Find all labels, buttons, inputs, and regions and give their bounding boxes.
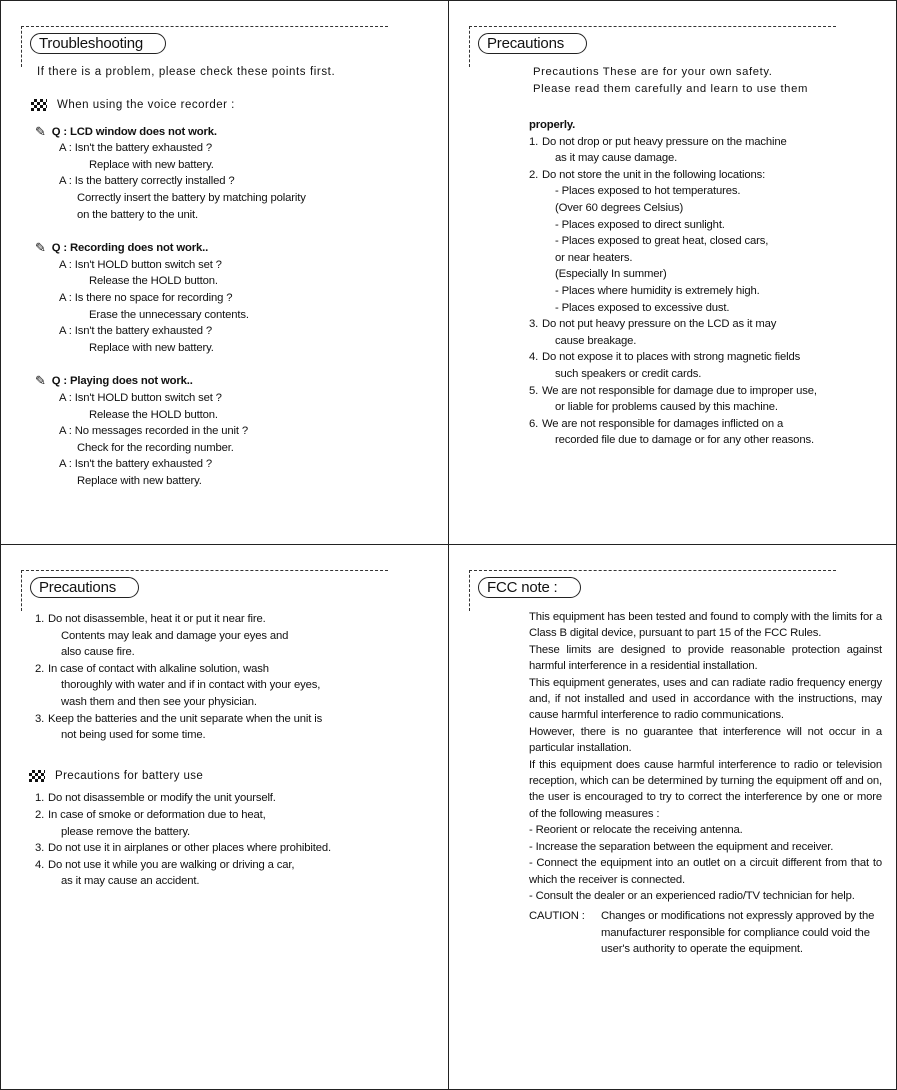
item-line: Do not disassemble, heat it or put it near fire. bbox=[48, 613, 266, 625]
item-body bbox=[542, 349, 800, 382]
fcc-note-page bbox=[448, 544, 897, 1090]
item-line: - Places exposed to great heat, closed cars, bbox=[555, 235, 769, 248]
item-line: Do not use it while you are walking or driving a car, bbox=[48, 858, 295, 871]
battery-precautions bbox=[35, 611, 438, 890]
list-item bbox=[35, 840, 438, 857]
item-line: We are not responsible for damages inflicted on a bbox=[542, 417, 784, 430]
header-frame bbox=[469, 26, 836, 67]
item-line: Do not put heavy pressure on the LCD as it may bbox=[542, 318, 777, 331]
spacer bbox=[31, 223, 438, 240]
list-item bbox=[529, 416, 892, 449]
item-line: Do not disassemble or modify the unit yourself. bbox=[48, 792, 276, 805]
caution-block bbox=[529, 908, 882, 957]
subheading bbox=[31, 97, 438, 114]
item-body bbox=[48, 840, 331, 857]
fcc-content bbox=[529, 609, 882, 958]
intro-text: If there is a problem, please check these points first. bbox=[37, 66, 336, 78]
item-number: 3. bbox=[529, 318, 539, 331]
item-body bbox=[48, 790, 276, 807]
fcc-measures bbox=[529, 822, 882, 904]
fcc-paragraph: This equipment has been tested and found to comply with the limits for a Class B digital device, pursuant to part 15 of the FCC Rules. bbox=[529, 611, 882, 640]
list-item bbox=[529, 383, 892, 416]
item-number: 1. bbox=[35, 792, 45, 805]
answer-line: A : Isn't the battery exhausted ? bbox=[59, 142, 212, 155]
question-text: Q : Playing does not work.. bbox=[51, 375, 193, 388]
item-number: 1. bbox=[529, 135, 539, 148]
list-item bbox=[529, 167, 892, 316]
question bbox=[35, 240, 438, 257]
answer-line: A : Is the battery correctly installed ? bbox=[59, 175, 235, 188]
page-title: FCC note : bbox=[478, 577, 581, 598]
item-body bbox=[48, 857, 294, 890]
caution-label: CAUTION : bbox=[529, 910, 585, 923]
item-line: as it may cause damage. bbox=[555, 152, 678, 165]
item-number: 5. bbox=[529, 384, 539, 397]
page-title: Precautions bbox=[30, 577, 139, 598]
solution-line: Replace with new battery. bbox=[89, 341, 214, 354]
measure-item: - Increase the separation between the equipment and receiver. bbox=[529, 840, 834, 853]
answer-line: A : Isn't the battery exhausted ? bbox=[59, 458, 212, 471]
solution-line: Replace with new battery. bbox=[77, 474, 202, 487]
item-body bbox=[48, 661, 320, 711]
pencil-icon: ✎ bbox=[35, 373, 46, 389]
item-line: In case of smoke or deformation due to heat, bbox=[48, 808, 266, 821]
list-item bbox=[35, 661, 438, 711]
troubleshooting-page bbox=[0, 0, 449, 545]
item-line: please remove the battery. bbox=[61, 825, 191, 838]
answer-line: A : Isn't HOLD button switch set ? bbox=[59, 391, 222, 404]
item-body bbox=[542, 167, 768, 316]
item-number: 4. bbox=[35, 858, 45, 871]
header-frame bbox=[469, 570, 836, 611]
item-number: 2. bbox=[35, 662, 45, 675]
solution-line: Check for the recording number. bbox=[77, 441, 234, 454]
solution-line: on the battery to the unit. bbox=[77, 208, 198, 221]
list-item bbox=[35, 611, 438, 661]
item-line: Keep the batteries and the unit separate when the unit is bbox=[48, 712, 323, 725]
item-line: or near heaters. bbox=[555, 251, 633, 264]
item-line: thoroughly with water and if in contact with your eyes, bbox=[61, 679, 321, 692]
item-body bbox=[542, 416, 814, 449]
item-body bbox=[48, 807, 266, 840]
answer-line: A : Isn't the battery exhausted ? bbox=[59, 325, 212, 338]
item-line: We are not responsible for damage due to improper use, bbox=[542, 384, 817, 397]
question-text: Q : LCD window does not work. bbox=[51, 125, 217, 138]
safety-list bbox=[529, 134, 892, 449]
item-line: - Places exposed to excessive dust. bbox=[555, 301, 730, 314]
question bbox=[35, 124, 438, 141]
item-line: In case of contact with alkaline solution, wash bbox=[48, 662, 269, 675]
fcc-paragraph: However, there is no guarantee that interference will not occur in a particular installation. bbox=[529, 725, 882, 755]
subheading-text: When using the voice recorder : bbox=[57, 99, 235, 111]
list-item bbox=[35, 711, 438, 744]
checkered-flag-icon bbox=[31, 99, 47, 111]
item-body bbox=[542, 383, 817, 416]
pencil-icon: ✎ bbox=[35, 240, 46, 256]
item-body bbox=[542, 316, 776, 349]
item-line: Do not drop or put heavy pressure on the machine bbox=[542, 135, 787, 148]
spacer bbox=[31, 356, 438, 373]
solution-line: Release the HOLD button. bbox=[89, 408, 218, 421]
item-line: (Over 60 degrees Celsius) bbox=[555, 201, 684, 214]
answer-line: A : No messages recorded in the unit ? bbox=[59, 425, 248, 438]
item-line: - Places exposed to hot temperatures. bbox=[555, 185, 741, 198]
item-line: such speakers or credit cards. bbox=[555, 367, 702, 380]
list-item bbox=[35, 790, 438, 807]
item-line: not being used for some time. bbox=[61, 729, 206, 742]
item-line: recorded file due to damage or for any other reasons. bbox=[555, 434, 814, 447]
page-title: Precautions bbox=[478, 33, 587, 54]
solution-line: Erase the unnecessary contents. bbox=[89, 308, 249, 321]
battery-heading-text: Precautions for battery use bbox=[55, 769, 204, 782]
measure-item: - Consult the dealer or an experienced radio/TV technician for help. bbox=[529, 889, 855, 902]
solution-line: Replace with new battery. bbox=[89, 158, 214, 171]
fcc-paragraph: If this equipment does cause harmful interference to radio or television reception, which can be determined by turning the equipment off and on, the user is encouraged to try to correct the interference by one or more of the following measures : bbox=[529, 758, 882, 820]
intro-line: Precautions These are for your own safety. bbox=[533, 66, 773, 78]
list-item bbox=[529, 316, 892, 349]
item-line: cause breakage. bbox=[555, 334, 637, 347]
qa-groups bbox=[31, 124, 438, 490]
safety-list-container bbox=[529, 117, 892, 449]
measure-item: - Reorient or relocate the receiving antenna. bbox=[529, 824, 743, 837]
header-frame bbox=[21, 26, 388, 67]
intro-line: properly. bbox=[529, 119, 576, 131]
list-item bbox=[35, 807, 438, 840]
item-line: wash them and then see your physician. bbox=[61, 695, 257, 708]
answer-line: A : Is there no space for recording ? bbox=[59, 291, 233, 304]
item-body bbox=[48, 711, 322, 744]
pencil-icon: ✎ bbox=[35, 123, 46, 139]
item-body bbox=[542, 134, 787, 167]
question bbox=[35, 373, 438, 390]
measure-item: - Connect the equipment into an outlet on a circuit different from that to which the receiver is connected. bbox=[529, 857, 882, 886]
item-line: Do not store the unit in the following locations: bbox=[542, 168, 766, 181]
precautions-safety-page bbox=[448, 0, 897, 545]
item-line: - Places exposed to direct sunlight. bbox=[555, 218, 725, 231]
list-item bbox=[529, 349, 892, 382]
list-item bbox=[529, 134, 892, 167]
solution-line: Release the HOLD button. bbox=[89, 275, 218, 288]
item-line: also cause fire. bbox=[61, 646, 135, 659]
battery-subheading bbox=[29, 768, 438, 785]
item-body bbox=[48, 611, 288, 661]
item-line: - Places where humidity is extremely high. bbox=[555, 284, 760, 297]
item-number: 4. bbox=[529, 351, 539, 364]
question-text: Q : Recording does not work.. bbox=[51, 242, 209, 255]
item-number: 6. bbox=[529, 417, 539, 430]
caution-text: Changes or modifications not expressly approved by the manufacturer responsible for compliance could void the user's authority to operate the equipment. bbox=[601, 910, 875, 956]
item-number: 2. bbox=[35, 808, 45, 821]
item-number: 2. bbox=[529, 168, 539, 181]
battery-list bbox=[35, 790, 438, 890]
troubleshooting-content bbox=[31, 97, 438, 489]
item-line: Do not expose it to places with strong magnetic fields bbox=[542, 351, 801, 364]
fcc-paragraph: These limits are designed to provide reasonable protection against harmful interference in a residential installation. bbox=[529, 643, 882, 673]
header-frame bbox=[21, 570, 388, 611]
solution-line: Correctly insert the battery by matching polarity bbox=[77, 191, 306, 204]
item-line: or liable for problems caused by this machine. bbox=[555, 401, 778, 414]
precautions-battery-page bbox=[0, 544, 449, 1090]
item-line: (Especially In summer) bbox=[555, 268, 667, 281]
page-title: Troubleshooting bbox=[30, 33, 166, 54]
item-number: 1. bbox=[35, 613, 45, 625]
precaution-list bbox=[35, 611, 438, 744]
safety-intro bbox=[533, 64, 886, 97]
item-line: as it may cause an accident. bbox=[61, 875, 200, 888]
checkered-flag-icon bbox=[29, 770, 45, 782]
item-number: 3. bbox=[35, 842, 45, 855]
item-line: Do not use it in airplanes or other places where prohibited. bbox=[48, 842, 332, 855]
fcc-paragraph: This equipment generates, uses and can radiate radio frequency energy and, if not installed and used in accordance with the instructions, may cause harmful interference to radio communications. bbox=[529, 676, 882, 722]
item-line: Contents may leak and damage your eyes and bbox=[61, 629, 289, 642]
answer-line: A : Isn't HOLD button switch set ? bbox=[59, 258, 222, 271]
item-number: 3. bbox=[35, 712, 45, 725]
list-item bbox=[35, 857, 438, 890]
intro-line: Please read them carefully and learn to use them bbox=[533, 82, 808, 95]
